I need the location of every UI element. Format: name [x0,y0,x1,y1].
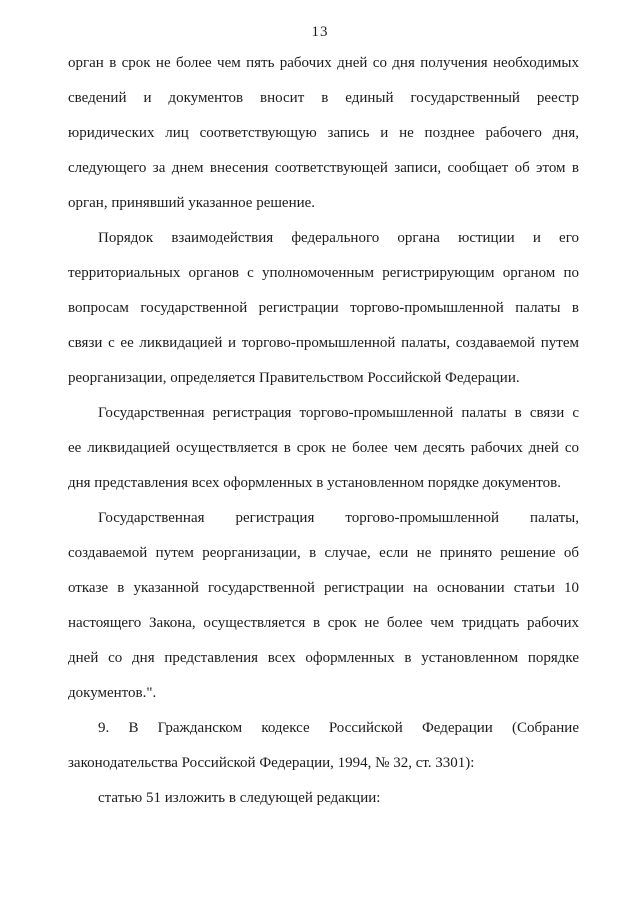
text-line: сведений и документов вносит в единый государственный реестр [68,90,579,106]
paragraph [68,221,579,396]
text-line: территориальных органов с уполномоченным регистрирующим органом по [68,265,579,281]
text-line: настоящего Закона, осуществляется в срок не более чем тридцать рабочих [68,615,579,631]
paragraph [68,501,579,711]
paragraph [68,711,579,781]
text-line: дня представления всех оформленных в установленном порядке документов. [68,475,561,491]
text-line: 9. В Гражданском кодексе Российской Федерации (Собрание [98,720,579,736]
document-body [68,46,579,816]
text-line: дней со дня представления всех оформленных в установленном порядке [68,650,579,666]
text-line: орган, принявший указанное решение. [68,195,316,211]
text-line: законодательства Российской Федерации, 1994, № 32, ст. 3301): [68,755,475,771]
text-line: статью 51 изложить в следующей редакции: [98,790,381,806]
text-line: реорганизации, определяется Правительством Российской Федерации. [68,370,520,386]
text-line: документов.". [68,685,157,701]
text-line: юридических лиц соответствующую запись и не позднее рабочего дня, [68,125,579,141]
text-line: орган в срок не более чем пять рабочих дней со дня получения необходимых [68,55,579,71]
text-line: Порядок взаимодействия федерального органа юстиции и его [98,230,579,246]
page-number: 13 [311,24,329,40]
paragraph [68,396,579,501]
text-line: следующего за днем внесения соответствующей записи, сообщает об этом в [68,160,579,176]
paragraph [68,46,579,221]
text-line: Государственная регистрация торгово-промышленной палаты, [98,510,579,526]
paragraph [68,781,579,816]
text-line: вопросам государственной регистрации торгово-промышленной палаты в [68,300,579,316]
text-line: создаваемой путем реорганизации, в случае, если не принято решение об [68,545,579,561]
text-line: связи с ее ликвидацией и торгово-промышленной палаты, создаваемой путем [68,335,579,351]
text-line: отказе в указанной государственной регистрации на основании статьи 10 [68,580,579,596]
text-line: ее ликвидацией осуществляется в срок не более чем десять рабочих дней со [68,440,579,456]
text-line: Государственная регистрация торгово-промышленной палаты в связи с [98,405,579,421]
